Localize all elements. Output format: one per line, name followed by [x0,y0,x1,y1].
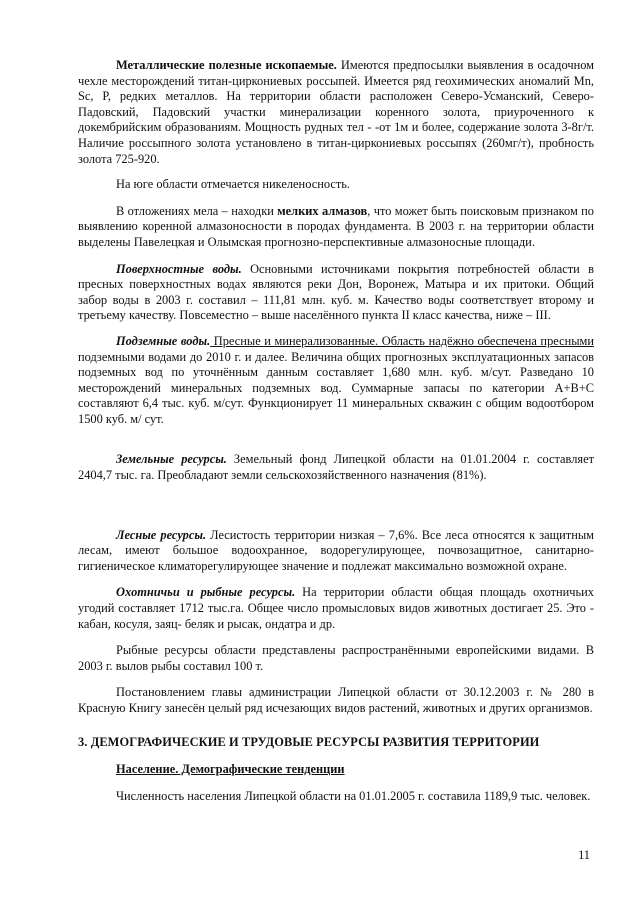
metals-text: Имеются предпосылки выявления в осадочном чехле месторождений титан-циркониевых россыпей. Имеется ряд геохимических аномалий Mn, Sc, P, редких металлов. На территории области расположен Северо-Усманский, Северо-Падовский, Падовский участки минерализации коренного золота, приуроченного к докембрийским образованиям. Мощность рудных тел - -от 1м и более, содержание золота 3-8г/т. Наличие россыпного золота установлено в титан-циркониевых россыпях (260мг/т), пробность золота 725-920. [78,58,594,166]
section-subheading: Население. Демографические тенденции [116,762,345,777]
page-number: 11 [578,848,590,862]
ground-water-underlined: Пресные и минерализованные. Область надёжно обеспечена пресными [210,333,594,348]
paragraph-diamonds [78,204,594,251]
forest-text: Лесистость территории низкая – 7,6%. Все леса относятся к защитным лесам, имеют большое водоохранное, водорегулирующее, почвозащитное, санитарно-гигиеническое климаторегулирующее значение и подлежат максимально возможной охране. [78,527,594,573]
paragraph-land [78,452,594,483]
surface-water-title: Поверхностные воды. [116,261,242,276]
paragraph-nickel: На юге области отмечается никеленосность. [116,177,350,192]
paragraph-surface-water [78,262,594,324]
land-title: Земельные ресурсы. [116,452,227,467]
ground-water-title: Подземные воды. [116,333,211,348]
paragraph-hunting [78,585,594,632]
paragraph-red-book: Постановлением главы администрации Липецкой области от 30.12.2003 г. № 280 в Красную Книгу занесён целый ряд исчезающих видов растений, животных и других организмов. [78,685,594,715]
paragraph-population: Численность населения Липецкой области на 01.01.2005 г. составила 1189,9 тыс. человек. [116,788,591,803]
section-heading: 3. ДЕМОГРАФИЧЕСКИЕ И ТРУДОВЫЕ РЕСУРСЫ РАЗВИТИЯ ТЕРРИТОРИИ [78,734,540,749]
diamonds-before: В отложениях мела – находки [116,203,278,218]
forest-title: Лесные ресурсы. [116,527,207,542]
paragraph-ground-water [78,334,594,428]
diamonds-after: , что может быть поисковым признаком по выявлению коренной алмазоносности в породах фундамента. В 2003 г. на территории области выделены Павелецкая и Олымская прогнозно-перспективные алмазоносные площади. [78,203,594,249]
paragraph-forest [78,528,594,575]
paragraph-metals [78,58,594,167]
diamonds-bold: мелких алмазов [277,203,368,218]
ground-water-text: подземными водами до 2010 г. и далее. Величина общих прогнозных эксплуатационных запасов подземных вод по уточнённым данным составляет 1,680 млн. куб. м/сут. Разведано 10 месторождений минеральных подземных вод. Суммарные запасы по категории А+В+С составляют 6,4 тыс. куб. м/сут. Функционирует 11 минеральных скважин с общим водоотбором 1500 куб. м/ сут. [78,349,594,426]
land-text: Земельный фонд Липецкой области на 01.01.2004 г. составляет 2404,7 тыс. га. Преобладают земли сельскохозяйственного назначения (81%). [78,452,594,483]
metals-title: Металлические полезные ископаемые. [116,58,337,72]
paragraph-fish: Рыбные ресурсы области представлены распространёнными европейскими видами. В 2003 г. вылов рыбы составил 100 т. [78,643,594,673]
hunting-title: Охотничьи и рыбные ресурсы. [116,585,296,600]
hunting-text: На территории области общая площадь охотничьих угодий составляет 1712 тыс.га. Общее число промысловых видов животных достигает 25. Это - кабан, косуля, заяц- беляк и рысак, ондатра и др. [78,585,594,631]
surface-water-text: Основными источниками покрытия потребностей области в пресных поверхностных водах являются реки Дон, Воронеж, Матыра и их притоки. Общий забор воды в 2003 г. составил – 111,81 млн. куб. м. Качество воды соответствует второму и третьему качеству. Повсеместно – выше населённого пункта II класс качества, ниже – III. [78,261,594,323]
